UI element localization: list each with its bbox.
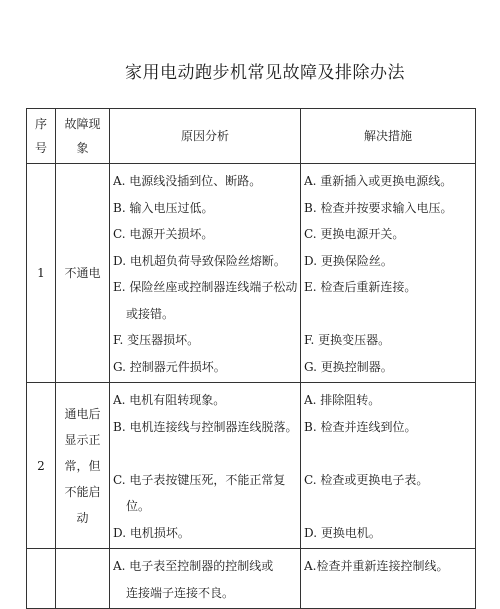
cause-line: B. 输入电压过低。	[113, 200, 214, 215]
cause-line: 或接错。	[126, 306, 175, 321]
cause-line: E. 保险丝座或控制器连线端子松动	[113, 280, 298, 294]
row-number: 1	[27, 164, 56, 383]
fault-cell	[56, 549, 110, 609]
cause-line: A. 电机有阻转现象。	[113, 393, 226, 407]
solution-line: A. 重新插入或更换电源线。	[304, 174, 453, 188]
cause-line: D. 电机超负荷导致保险丝熔断。	[113, 253, 286, 268]
header-seq: 序 号	[27, 109, 56, 164]
row-number	[27, 549, 56, 609]
table-header-row	[27, 109, 476, 164]
solution-line: C. 更换电源开关。	[304, 227, 405, 241]
solution-cell	[301, 164, 476, 383]
blank-line	[113, 440, 298, 467]
solution-cell	[301, 549, 476, 609]
cause-line: 位。	[126, 499, 151, 513]
table-row	[27, 164, 476, 383]
table-row	[27, 383, 476, 549]
header-solution: 解决措施	[301, 109, 476, 164]
cause-line: A. 电子表至控制器的控制线或	[113, 559, 274, 573]
fault-cell: 通电后 显示正 常，但 不能启 动	[56, 383, 110, 549]
row-number: 2	[27, 383, 56, 549]
blank-line	[304, 493, 473, 520]
cause-cell	[110, 549, 301, 609]
solution-line: E. 检查后重新连接。	[304, 280, 417, 294]
header-cause: 原因分析	[110, 109, 301, 164]
document-title: 家用电动跑步机常见故障及排除办法	[125, 63, 405, 83]
blank-line	[304, 440, 473, 467]
solution-line: C. 检查或更换电子表。	[304, 472, 429, 487]
solution-cell	[301, 383, 476, 549]
fault-table	[26, 108, 476, 609]
cause-line: A. 电源线没插到位、断路。	[113, 174, 262, 188]
solution-line: F. 更换变压器。	[304, 333, 391, 347]
solution-line: A.检查并重新连接控制线。	[304, 559, 449, 573]
cause-line: C. 电子表按键压死，不能正常复	[113, 472, 286, 487]
cause-line: F. 变压器损坏。	[113, 333, 200, 347]
solution-line: G. 更换控制器。	[304, 359, 393, 374]
cause-line: B. 电机连接线与控制器连线脱落。	[113, 419, 298, 434]
fault-cell: 不通电	[56, 164, 110, 383]
cause-cell	[110, 383, 301, 549]
cause-line: C. 电源开关损坏。	[113, 227, 214, 241]
blank-line	[304, 301, 473, 328]
table-row	[27, 549, 476, 609]
solution-line: D. 更换电机。	[304, 525, 381, 540]
cause-line: G. 控制器元件损坏。	[113, 359, 226, 374]
header-fault: 故障现 象	[56, 109, 110, 164]
solution-line: A. 排除阻转。	[304, 393, 381, 407]
cause-line: D. 电机损坏。	[113, 525, 190, 540]
solution-line: B. 检查并连线到位。	[304, 419, 417, 434]
solution-line: D. 更换保险丝。	[304, 253, 393, 268]
cause-cell	[110, 164, 301, 383]
solution-line: B. 检查并按要求输入电压。	[304, 200, 453, 215]
cause-line: 连接端子连接不良。	[126, 585, 235, 600]
